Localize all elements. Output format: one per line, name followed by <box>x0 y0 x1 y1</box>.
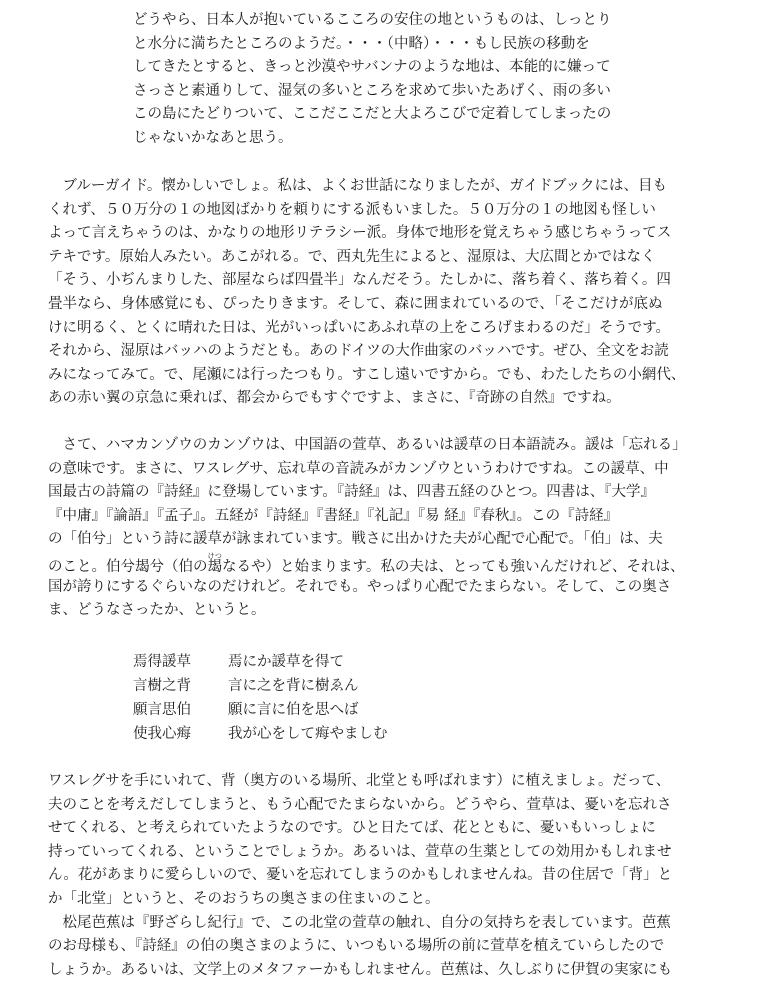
paragraph-line-with-ruby <box>48 552 748 576</box>
poem-row <box>133 698 388 722</box>
block-quote <box>133 9 693 151</box>
quote-line: じゃないかなあと思う。 <box>133 129 293 146</box>
paragraph-line: 国が誇りにするぐらいなのだけれど。それでも。やっぱり心配でたまらない。そして、この奥さ <box>48 578 672 595</box>
ruby-line-before: のこと。伯兮朅兮（伯の <box>48 558 208 575</box>
paragraph-line: 持っていってくれる、ということでしょうか。あるいは、萱草の生薬としての効用かもしれませ <box>48 843 672 860</box>
ruby-annotation <box>207 551 223 575</box>
paragraph-line: せてくれる、と考えられていたようなのです。ひと日たてば、花とともに、憂いもいっしょに <box>48 820 656 837</box>
poem-row <box>133 650 388 674</box>
paragraph-line: 畳半なら、身体感覚にも、ぴったりきます。そして、森に囲まれているので、「そこだけが底ぬ <box>48 295 663 312</box>
paragraph-line: 夫のことを考えだしてしまうと、もう心配でたまらないから。どうやら、萱草は、憂いを忘れさ <box>48 796 672 813</box>
poem-row <box>133 722 388 746</box>
poem-reading: 言に之を背に樹ゑん <box>228 678 359 694</box>
paragraph-line: か「北堂」というと、そのおうちの奥さまの住まいのこと。 <box>48 890 440 907</box>
paragraph-line: ん。花があまりに愛らしいので、憂いを忘れてしまうのかもしれませんね。昔の住居で「背」と <box>48 867 673 884</box>
poem-original: 願言思伯 <box>133 702 191 718</box>
poem-reading: 願に言に伯を思へば <box>228 702 359 718</box>
paragraph-line: さて、ハマカンゾウのカンゾウは、中国語の萱草、あるいは諼草の日本語読み。諼は「忘れる」 <box>48 437 687 453</box>
quote-line: と水分に満ちたところのようだ。・・・（中略）・・・もし民族の移動を <box>133 35 590 52</box>
paragraph-line: ワスレグサを手にいれて、背（奥方のいる場所、北堂とも呼ばれます）に植えましょ。だって、 <box>48 773 671 789</box>
quote-line: さっさと素通りして、湿気の多いところを求めて歩いたあげく、雨の多い <box>133 82 611 99</box>
paragraph-line: それから、湿原はバッハのようだとも。あのドイツの大作曲家のバッハです。ぜひ、全文をお読 <box>48 343 669 360</box>
ruby-base: 朅 <box>207 558 222 575</box>
paragraph-line: ま、どうなさったか、というと。 <box>48 602 266 619</box>
paragraph-wasuregusa <box>48 770 748 982</box>
paragraph-line: あの赤い翼の京急に乗れば、都会からでもすぐですよ、まさに、『奇跡の自然』ですね。 <box>48 390 621 407</box>
paragraph-line: 国最古の詩篇の『詩経』に登場しています。『詩経』は、四書五経のひとつ。四書は、『大学』 <box>48 484 655 501</box>
paragraph-line: 『中庸』『論語』『孟子』。五経が『詩経』『書経』『礼記』『易 経』『春秋』。この『詩経』 <box>48 507 619 524</box>
paragraph-line: のお母様も、『詩経』の伯の奥さまのように、いつもいる場所の前に萱草を植えていらしたので <box>48 938 665 955</box>
poem-original: 焉得諼草 <box>133 654 191 670</box>
paragraph-line: みになってみて。で、尾瀬には行ったつもり。すこし遠いですから。でも、わたしたちの小網代、 <box>48 366 686 383</box>
poem-original: 使我心痗 <box>133 726 191 742</box>
paragraph-line: けに明るく、とくに晴れた日は、光がいっぱいにあふれ草の上をころげまわるのだ」そうです。 <box>48 319 671 336</box>
paragraph-kanzo <box>48 434 748 623</box>
ruby-line-after: なるや）と始まります。私の夫は、とっても強いんだけれど、それは、 <box>222 558 685 575</box>
quote-line: してきたとすると、きっと沙漠やサバンナのような地は、本能的に嫌って <box>133 59 611 76</box>
paragraph-line: 「そう、小ぢんまりした、部屋ならば四畳半」なんだそう。たしかに、落ち着く、落ち着く。四 <box>48 272 671 289</box>
poem-block <box>133 650 388 746</box>
poem-reading: 焉にか諼草を得て <box>228 654 344 670</box>
paragraph-line: の「伯兮」という詩に諼草が詠まれています。戦さに出かけた夫が心配で心配で。「伯」は、夫 <box>48 531 663 548</box>
poem-row <box>133 674 388 698</box>
poem-original: 言樹之背 <box>133 678 191 694</box>
paragraph-line: よって言えちゃうのは、かなりの地形リテラシー派。身体で地形を覚えちゃう感じちゃうってス <box>48 225 672 242</box>
paragraph-line: くれず、５０万分の１の地図ばかりを頼りにする派もいました。５０万分の１の地図も怪しい <box>48 201 656 218</box>
quote-line: どうやら、日本人が抱いているこころの安住の地というものは、しっとり <box>133 12 612 28</box>
quote-line: この島にたどりついて、ここだここだと大よろこびで定着してしまったの <box>133 106 612 123</box>
paragraph-line: の意味です。まさに、ワスレグサ、忘れ草の音読みがカンゾウというわけですね。この諼草、中 <box>48 460 669 477</box>
poem-reading: 我が心をして痗やましむ <box>228 726 388 742</box>
paragraph-line: しょうか。あるいは、文学上のメタファーかもしれません。芭蕉は、久しぶりに伊賀の実家にも <box>48 961 673 978</box>
paragraph-blue-guide <box>48 175 748 411</box>
paragraph-line: ブルーガイド。懐かしいでしょ。私は、よくお世話になりましたが、ガイドブックには、目も <box>48 178 668 194</box>
paragraph-line: テキです。原始人みたい。あこがれる。で、西丸先生によると、湿原は、大広間とかではなく <box>48 248 656 265</box>
ruby-reading: けつ <box>207 551 222 560</box>
paragraph-line: 松尾芭蕉は『野ざらし紀行』で、この北堂の萱草の触れ、自分の気持ちを表しています。芭蕉 <box>48 914 671 931</box>
